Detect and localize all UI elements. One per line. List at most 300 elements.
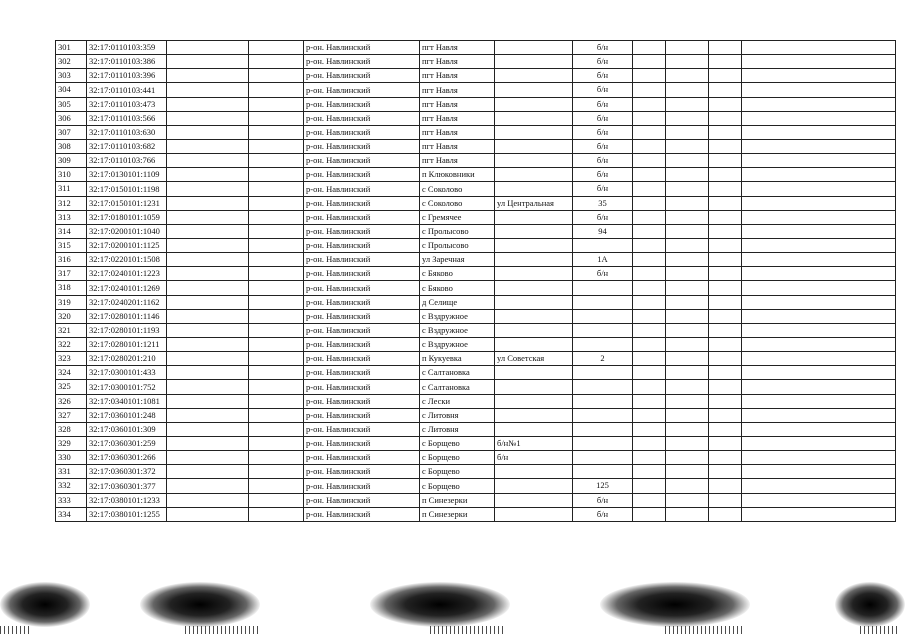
empty-cell bbox=[249, 55, 304, 69]
cadastral-number-cell: 32:17:0110103:682 bbox=[87, 139, 167, 153]
table-row bbox=[56, 309, 896, 323]
district-cell: р-он. Навлинский bbox=[304, 479, 420, 493]
district-cell: р-он. Навлинский bbox=[304, 394, 420, 408]
empty-cell bbox=[249, 111, 304, 125]
street-cell bbox=[495, 83, 573, 97]
row-number-cell: 334 bbox=[56, 507, 87, 521]
street-cell: ул Центральная bbox=[495, 196, 573, 210]
row-number-cell: 308 bbox=[56, 139, 87, 153]
empty-cell bbox=[742, 507, 896, 521]
empty-cell bbox=[633, 55, 666, 69]
empty-cell bbox=[709, 451, 742, 465]
house-number-cell: б/н bbox=[573, 83, 633, 97]
empty-cell bbox=[666, 139, 709, 153]
empty-cell bbox=[633, 479, 666, 493]
row-number-cell: 328 bbox=[56, 422, 87, 436]
settlement-cell: пгт Навля bbox=[420, 83, 495, 97]
table-row bbox=[56, 238, 896, 252]
house-number-cell: б/н bbox=[573, 139, 633, 153]
cadastral-number-cell: 32:17:0180101:1059 bbox=[87, 210, 167, 224]
empty-cell bbox=[633, 337, 666, 351]
empty-cell bbox=[709, 139, 742, 153]
empty-cell bbox=[666, 493, 709, 507]
table-row bbox=[56, 41, 896, 55]
cadastral-number-cell: 32:17:0240101:1223 bbox=[87, 267, 167, 281]
empty-cell bbox=[709, 309, 742, 323]
district-cell: р-он. Навлинский bbox=[304, 493, 420, 507]
district-cell: р-он. Навлинский bbox=[304, 182, 420, 196]
empty-cell bbox=[249, 83, 304, 97]
row-number-cell: 325 bbox=[56, 380, 87, 394]
street-cell bbox=[495, 210, 573, 224]
cadastral-number-cell: 32:17:0200101:1125 bbox=[87, 238, 167, 252]
cadastral-number-cell: 32:17:0340101:1081 bbox=[87, 394, 167, 408]
empty-cell bbox=[167, 451, 249, 465]
table-row bbox=[56, 451, 896, 465]
cadastral-number-cell: 32:17:0280101:1193 bbox=[87, 323, 167, 337]
empty-cell bbox=[709, 168, 742, 182]
table-row bbox=[56, 436, 896, 450]
empty-cell bbox=[249, 238, 304, 252]
empty-cell bbox=[249, 295, 304, 309]
empty-cell bbox=[633, 139, 666, 153]
empty-cell bbox=[666, 422, 709, 436]
empty-cell bbox=[742, 281, 896, 295]
settlement-cell: с Борщево bbox=[420, 451, 495, 465]
house-number-cell bbox=[573, 465, 633, 479]
cadastral-number-cell: 32:17:0280201:210 bbox=[87, 352, 167, 366]
row-number-cell: 329 bbox=[56, 436, 87, 450]
scan-smudge-4 bbox=[600, 582, 750, 627]
district-cell: р-он. Навлинский bbox=[304, 139, 420, 153]
cadastral-number-cell: 32:17:0110103:630 bbox=[87, 125, 167, 139]
table-row bbox=[56, 394, 896, 408]
settlement-cell: пгт Навля bbox=[420, 111, 495, 125]
scan-specks-3 bbox=[430, 626, 505, 634]
empty-cell bbox=[633, 238, 666, 252]
empty-cell bbox=[742, 253, 896, 267]
empty-cell bbox=[666, 111, 709, 125]
cadastral-number-cell: 32:17:0110103:766 bbox=[87, 154, 167, 168]
street-cell bbox=[495, 69, 573, 83]
empty-cell bbox=[742, 408, 896, 422]
empty-cell bbox=[249, 366, 304, 380]
street-cell bbox=[495, 154, 573, 168]
cadastral-number-cell: 32:17:0150101:1198 bbox=[87, 182, 167, 196]
house-number-cell bbox=[573, 366, 633, 380]
district-cell: р-он. Навлинский bbox=[304, 422, 420, 436]
empty-cell bbox=[666, 97, 709, 111]
settlement-cell: с Соколово bbox=[420, 196, 495, 210]
table-row bbox=[56, 69, 896, 83]
street-cell bbox=[495, 182, 573, 196]
empty-cell bbox=[742, 154, 896, 168]
settlement-cell: с Литовня bbox=[420, 422, 495, 436]
district-cell: р-он. Навлинский bbox=[304, 337, 420, 351]
street-cell bbox=[495, 465, 573, 479]
table-row bbox=[56, 295, 896, 309]
empty-cell bbox=[249, 253, 304, 267]
district-cell: р-он. Навлинский bbox=[304, 465, 420, 479]
table-row bbox=[56, 253, 896, 267]
street-cell bbox=[495, 507, 573, 521]
row-number-cell: 332 bbox=[56, 479, 87, 493]
empty-cell bbox=[709, 196, 742, 210]
scan-smudge-1 bbox=[0, 582, 90, 627]
district-cell: р-он. Навлинский bbox=[304, 196, 420, 210]
cadastral-number-cell: 32:17:0360301:266 bbox=[87, 451, 167, 465]
settlement-cell: д Селище bbox=[420, 295, 495, 309]
empty-cell bbox=[249, 436, 304, 450]
empty-cell bbox=[167, 154, 249, 168]
district-cell: р-он. Навлинский bbox=[304, 154, 420, 168]
empty-cell bbox=[249, 465, 304, 479]
row-number-cell: 311 bbox=[56, 182, 87, 196]
empty-cell bbox=[633, 125, 666, 139]
scan-specks-1 bbox=[0, 626, 30, 634]
row-number-cell: 316 bbox=[56, 253, 87, 267]
row-number-cell: 313 bbox=[56, 210, 87, 224]
settlement-cell: с Лески bbox=[420, 394, 495, 408]
cadastral-number-cell: 32:17:0110103:473 bbox=[87, 97, 167, 111]
house-number-cell: б/н bbox=[573, 97, 633, 111]
empty-cell bbox=[167, 493, 249, 507]
empty-cell bbox=[666, 69, 709, 83]
empty-cell bbox=[742, 111, 896, 125]
house-number-cell bbox=[573, 281, 633, 295]
street-cell bbox=[495, 380, 573, 394]
district-cell: р-он. Навлинский bbox=[304, 451, 420, 465]
house-number-cell bbox=[573, 337, 633, 351]
row-number-cell: 305 bbox=[56, 97, 87, 111]
row-number-cell: 302 bbox=[56, 55, 87, 69]
empty-cell bbox=[167, 111, 249, 125]
row-number-cell: 303 bbox=[56, 69, 87, 83]
table-row bbox=[56, 111, 896, 125]
house-number-cell bbox=[573, 422, 633, 436]
settlement-cell: с Соколово bbox=[420, 182, 495, 196]
empty-cell bbox=[167, 337, 249, 351]
empty-cell bbox=[709, 182, 742, 196]
street-cell bbox=[495, 224, 573, 238]
cadastral-number-cell: 32:17:0150101:1231 bbox=[87, 196, 167, 210]
empty-cell bbox=[633, 41, 666, 55]
empty-cell bbox=[167, 366, 249, 380]
empty-cell bbox=[742, 97, 896, 111]
empty-cell bbox=[666, 323, 709, 337]
empty-cell bbox=[249, 507, 304, 521]
empty-cell bbox=[167, 83, 249, 97]
empty-cell bbox=[249, 380, 304, 394]
settlement-cell: с Вздружное bbox=[420, 309, 495, 323]
table-body bbox=[56, 41, 896, 522]
house-number-cell: б/н bbox=[573, 41, 633, 55]
cadastral-number-cell: 32:17:0360301:377 bbox=[87, 479, 167, 493]
empty-cell bbox=[633, 196, 666, 210]
empty-cell bbox=[742, 41, 896, 55]
table-row bbox=[56, 224, 896, 238]
scan-specks-5 bbox=[860, 626, 900, 634]
empty-cell bbox=[167, 139, 249, 153]
empty-cell bbox=[666, 451, 709, 465]
empty-cell bbox=[167, 253, 249, 267]
table-row bbox=[56, 196, 896, 210]
empty-cell bbox=[167, 465, 249, 479]
settlement-cell: с Литовня bbox=[420, 408, 495, 422]
empty-cell bbox=[249, 125, 304, 139]
cadastral-number-cell: 32:17:0360101:309 bbox=[87, 422, 167, 436]
row-number-cell: 321 bbox=[56, 323, 87, 337]
house-number-cell: б/н bbox=[573, 55, 633, 69]
row-number-cell: 323 bbox=[56, 352, 87, 366]
house-number-cell bbox=[573, 309, 633, 323]
empty-cell bbox=[249, 323, 304, 337]
empty-cell bbox=[709, 55, 742, 69]
empty-cell bbox=[249, 267, 304, 281]
cadastral-number-cell: 32:17:0360301:372 bbox=[87, 465, 167, 479]
settlement-cell: пгт Навля bbox=[420, 41, 495, 55]
house-number-cell bbox=[573, 295, 633, 309]
street-cell bbox=[495, 295, 573, 309]
cadastral-number-cell: 32:17:0200101:1040 bbox=[87, 224, 167, 238]
property-register-table bbox=[55, 40, 896, 522]
row-number-cell: 326 bbox=[56, 394, 87, 408]
empty-cell bbox=[709, 337, 742, 351]
settlement-cell: с Салтановка bbox=[420, 366, 495, 380]
cadastral-number-cell: 32:17:0110103:359 bbox=[87, 41, 167, 55]
empty-cell bbox=[666, 436, 709, 450]
street-cell bbox=[495, 111, 573, 125]
settlement-cell: с Гремячее bbox=[420, 210, 495, 224]
row-number-cell: 317 bbox=[56, 267, 87, 281]
empty-cell bbox=[742, 479, 896, 493]
empty-cell bbox=[249, 154, 304, 168]
empty-cell bbox=[249, 41, 304, 55]
empty-cell bbox=[249, 337, 304, 351]
row-number-cell: 301 bbox=[56, 41, 87, 55]
district-cell: р-он. Навлинский bbox=[304, 69, 420, 83]
district-cell: р-он. Навлинский bbox=[304, 366, 420, 380]
house-number-cell: 35 bbox=[573, 196, 633, 210]
empty-cell bbox=[666, 281, 709, 295]
row-number-cell: 333 bbox=[56, 493, 87, 507]
empty-cell bbox=[633, 408, 666, 422]
empty-cell bbox=[709, 253, 742, 267]
house-number-cell bbox=[573, 394, 633, 408]
house-number-cell: 125 bbox=[573, 479, 633, 493]
empty-cell bbox=[167, 55, 249, 69]
empty-cell bbox=[167, 224, 249, 238]
cadastral-number-cell: 32:17:0110103:441 bbox=[87, 83, 167, 97]
settlement-cell: пгт Навля bbox=[420, 55, 495, 69]
street-cell bbox=[495, 337, 573, 351]
row-number-cell: 310 bbox=[56, 168, 87, 182]
empty-cell bbox=[666, 210, 709, 224]
empty-cell bbox=[709, 352, 742, 366]
table-row bbox=[56, 380, 896, 394]
district-cell: р-он. Навлинский bbox=[304, 408, 420, 422]
empty-cell bbox=[742, 295, 896, 309]
empty-cell bbox=[167, 380, 249, 394]
house-number-cell bbox=[573, 238, 633, 252]
settlement-cell: с Пролысово bbox=[420, 224, 495, 238]
street-cell: б/н№1 bbox=[495, 436, 573, 450]
empty-cell bbox=[709, 493, 742, 507]
empty-cell bbox=[249, 69, 304, 83]
table-row bbox=[56, 366, 896, 380]
cadastral-number-cell: 32:17:0380101:1255 bbox=[87, 507, 167, 521]
empty-cell bbox=[633, 323, 666, 337]
empty-cell bbox=[709, 422, 742, 436]
table-row bbox=[56, 97, 896, 111]
row-number-cell: 307 bbox=[56, 125, 87, 139]
empty-cell bbox=[167, 210, 249, 224]
scan-smudge-2 bbox=[140, 582, 260, 627]
empty-cell bbox=[666, 182, 709, 196]
settlement-cell: пгт Навля bbox=[420, 97, 495, 111]
empty-cell bbox=[249, 394, 304, 408]
empty-cell bbox=[167, 295, 249, 309]
empty-cell bbox=[709, 69, 742, 83]
empty-cell bbox=[633, 281, 666, 295]
table-row bbox=[56, 55, 896, 69]
empty-cell bbox=[742, 366, 896, 380]
empty-cell bbox=[742, 493, 896, 507]
empty-cell bbox=[709, 295, 742, 309]
empty-cell bbox=[742, 139, 896, 153]
empty-cell bbox=[633, 309, 666, 323]
table-row bbox=[56, 408, 896, 422]
street-cell bbox=[495, 253, 573, 267]
empty-cell bbox=[633, 267, 666, 281]
empty-cell bbox=[167, 267, 249, 281]
cadastral-number-cell: 32:17:0280101:1146 bbox=[87, 309, 167, 323]
house-number-cell: б/н bbox=[573, 493, 633, 507]
house-number-cell: 94 bbox=[573, 224, 633, 238]
empty-cell bbox=[742, 436, 896, 450]
empty-cell bbox=[709, 507, 742, 521]
district-cell: р-он. Навлинский bbox=[304, 309, 420, 323]
row-number-cell: 314 bbox=[56, 224, 87, 238]
empty-cell bbox=[633, 380, 666, 394]
row-number-cell: 318 bbox=[56, 281, 87, 295]
cadastral-number-cell: 32:17:0220101:1508 bbox=[87, 253, 167, 267]
empty-cell bbox=[742, 168, 896, 182]
empty-cell bbox=[742, 196, 896, 210]
table-row bbox=[56, 337, 896, 351]
empty-cell bbox=[666, 507, 709, 521]
row-number-cell: 306 bbox=[56, 111, 87, 125]
district-cell: р-он. Навлинский bbox=[304, 295, 420, 309]
settlement-cell: с Бяково bbox=[420, 281, 495, 295]
house-number-cell bbox=[573, 323, 633, 337]
empty-cell bbox=[709, 479, 742, 493]
street-cell bbox=[495, 267, 573, 281]
empty-cell bbox=[167, 69, 249, 83]
settlement-cell: с Вздружное bbox=[420, 337, 495, 351]
cadastral-number-cell: 32:17:0240201:1162 bbox=[87, 295, 167, 309]
district-cell: р-он. Навлинский bbox=[304, 168, 420, 182]
table-row bbox=[56, 281, 896, 295]
empty-cell bbox=[742, 125, 896, 139]
empty-cell bbox=[742, 182, 896, 196]
empty-cell bbox=[742, 352, 896, 366]
empty-cell bbox=[633, 295, 666, 309]
empty-cell bbox=[742, 238, 896, 252]
row-number-cell: 319 bbox=[56, 295, 87, 309]
empty-cell bbox=[666, 168, 709, 182]
empty-cell bbox=[633, 394, 666, 408]
district-cell: р-он. Навлинский bbox=[304, 352, 420, 366]
house-number-cell: 1А bbox=[573, 253, 633, 267]
table-row bbox=[56, 182, 896, 196]
empty-cell bbox=[167, 323, 249, 337]
empty-cell bbox=[742, 465, 896, 479]
table-row bbox=[56, 323, 896, 337]
table-row bbox=[56, 352, 896, 366]
street-cell bbox=[495, 394, 573, 408]
table-row bbox=[56, 267, 896, 281]
empty-cell bbox=[666, 408, 709, 422]
row-number-cell: 320 bbox=[56, 309, 87, 323]
empty-cell bbox=[666, 295, 709, 309]
settlement-cell: пгт Навля bbox=[420, 125, 495, 139]
empty-cell bbox=[249, 281, 304, 295]
scan-smudge-5 bbox=[835, 582, 905, 627]
empty-cell bbox=[167, 394, 249, 408]
empty-cell bbox=[666, 83, 709, 97]
empty-cell bbox=[709, 267, 742, 281]
empty-cell bbox=[633, 210, 666, 224]
settlement-cell: п Клюковники bbox=[420, 168, 495, 182]
street-cell bbox=[495, 238, 573, 252]
empty-cell bbox=[709, 111, 742, 125]
cadastral-number-cell: 32:17:0300101:752 bbox=[87, 380, 167, 394]
empty-cell bbox=[249, 352, 304, 366]
row-number-cell: 309 bbox=[56, 154, 87, 168]
table-row bbox=[56, 83, 896, 97]
empty-cell bbox=[666, 380, 709, 394]
house-number-cell bbox=[573, 436, 633, 450]
cadastral-number-cell: 32:17:0280101:1211 bbox=[87, 337, 167, 351]
empty-cell bbox=[666, 309, 709, 323]
empty-cell bbox=[249, 168, 304, 182]
district-cell: р-он. Навлинский bbox=[304, 55, 420, 69]
empty-cell bbox=[666, 238, 709, 252]
empty-cell bbox=[742, 55, 896, 69]
table-row bbox=[56, 507, 896, 521]
scan-specks-2 bbox=[185, 626, 260, 634]
table-row bbox=[56, 125, 896, 139]
empty-cell bbox=[167, 125, 249, 139]
empty-cell bbox=[666, 125, 709, 139]
district-cell: р-он. Навлинский bbox=[304, 380, 420, 394]
empty-cell bbox=[709, 83, 742, 97]
house-number-cell: б/н bbox=[573, 507, 633, 521]
street-cell bbox=[495, 422, 573, 436]
empty-cell bbox=[167, 479, 249, 493]
empty-cell bbox=[666, 55, 709, 69]
empty-cell bbox=[167, 182, 249, 196]
empty-cell bbox=[709, 125, 742, 139]
house-number-cell: б/н bbox=[573, 154, 633, 168]
empty-cell bbox=[633, 69, 666, 83]
table-row bbox=[56, 154, 896, 168]
empty-cell bbox=[742, 337, 896, 351]
settlement-cell: с Борщево bbox=[420, 436, 495, 450]
house-number-cell: б/н bbox=[573, 69, 633, 83]
empty-cell bbox=[709, 436, 742, 450]
